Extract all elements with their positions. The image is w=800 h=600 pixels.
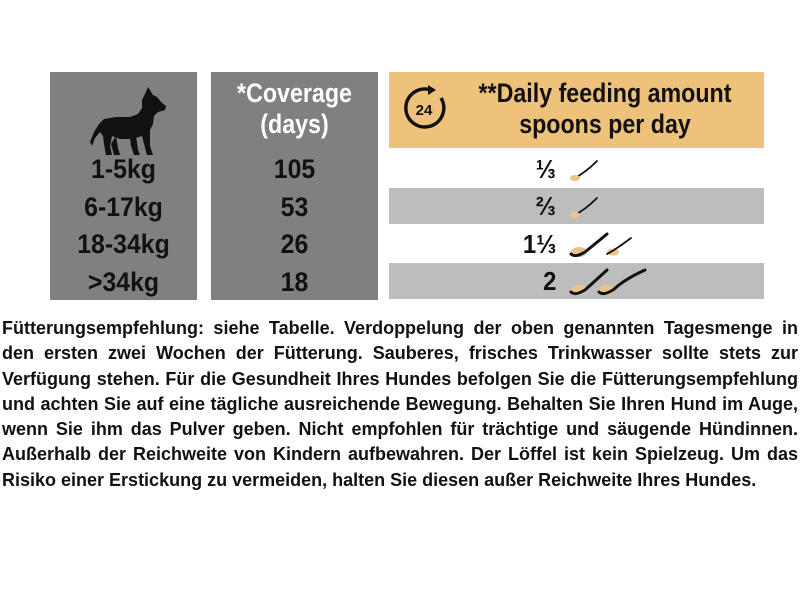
coverage-header-line-2: (days) bbox=[260, 109, 329, 139]
feeding-amount-2: ⅔ bbox=[536, 191, 556, 221]
feeding-amount-1: ⅓ bbox=[536, 154, 556, 184]
24h-clock-icon bbox=[401, 84, 449, 132]
spoons-icon bbox=[567, 263, 667, 299]
coverage-column bbox=[211, 72, 378, 300]
coverage-row-2: 53 bbox=[280, 192, 309, 222]
feeding-row-2 bbox=[389, 188, 764, 224]
feeding-instructions-text: Fütterungsempfehlung: siehe Tabelle. Verdoppelung der oben genannten Tagesmenge in den ersten zwei Wochen der Fütterung. Sauberes, frisches Trinkwasser sollte stets zur Verfügung stehen. Für die Gesundheit Ihres Hundes befolgen Sie die Fütterungsempfehlung und achten Sie auf eine tägliche ausreichende Bewegung. Behalten Sie Ihren Hund im Auge, wenn Sie ihm das Pulver geben. Nicht empfohlen für trächtige und säugende Hündinnen. Außerhalb der Reichweite von Kindern aufbewahren. Der Löffel ist kein Spielzeug. Um das Risiko einer Erstickung zu vermeiden, halten Sie diesen außer Reichweite Ihres Hundes. bbox=[2, 318, 798, 490]
feeding-header bbox=[389, 72, 764, 148]
weight-column bbox=[50, 72, 197, 300]
coverage-header bbox=[223, 78, 367, 140]
clock-label: 24 bbox=[415, 102, 433, 119]
coverage-row-3: 26 bbox=[280, 229, 309, 259]
coverage-row-4: 18 bbox=[280, 267, 309, 297]
spoons-icon bbox=[567, 226, 667, 262]
feeding-header-title bbox=[476, 78, 734, 140]
feeding-amount-4: 2 bbox=[542, 266, 556, 296]
coverage-row-1: 105 bbox=[273, 154, 316, 184]
spoon-icon bbox=[567, 188, 667, 224]
feeding-row-1 bbox=[389, 151, 764, 187]
spoon-icon bbox=[567, 151, 667, 187]
feeding-row-3 bbox=[389, 226, 764, 262]
weight-row-3: 18-34kg bbox=[77, 229, 170, 259]
weight-row-4: >34kg bbox=[87, 267, 160, 297]
feeding-header-line-1: **Daily feeding amount bbox=[478, 78, 732, 108]
feeding-row-4 bbox=[389, 263, 764, 299]
feeding-header-line-2: spoons per day bbox=[519, 109, 691, 139]
weight-row-2: 6-17kg bbox=[84, 192, 163, 222]
dog-icon bbox=[86, 86, 170, 160]
feeding-amount-3: 1⅓ bbox=[522, 229, 556, 259]
weight-row-1: 1-5kg bbox=[91, 154, 156, 184]
coverage-header-line-1: *Coverage bbox=[237, 78, 352, 108]
